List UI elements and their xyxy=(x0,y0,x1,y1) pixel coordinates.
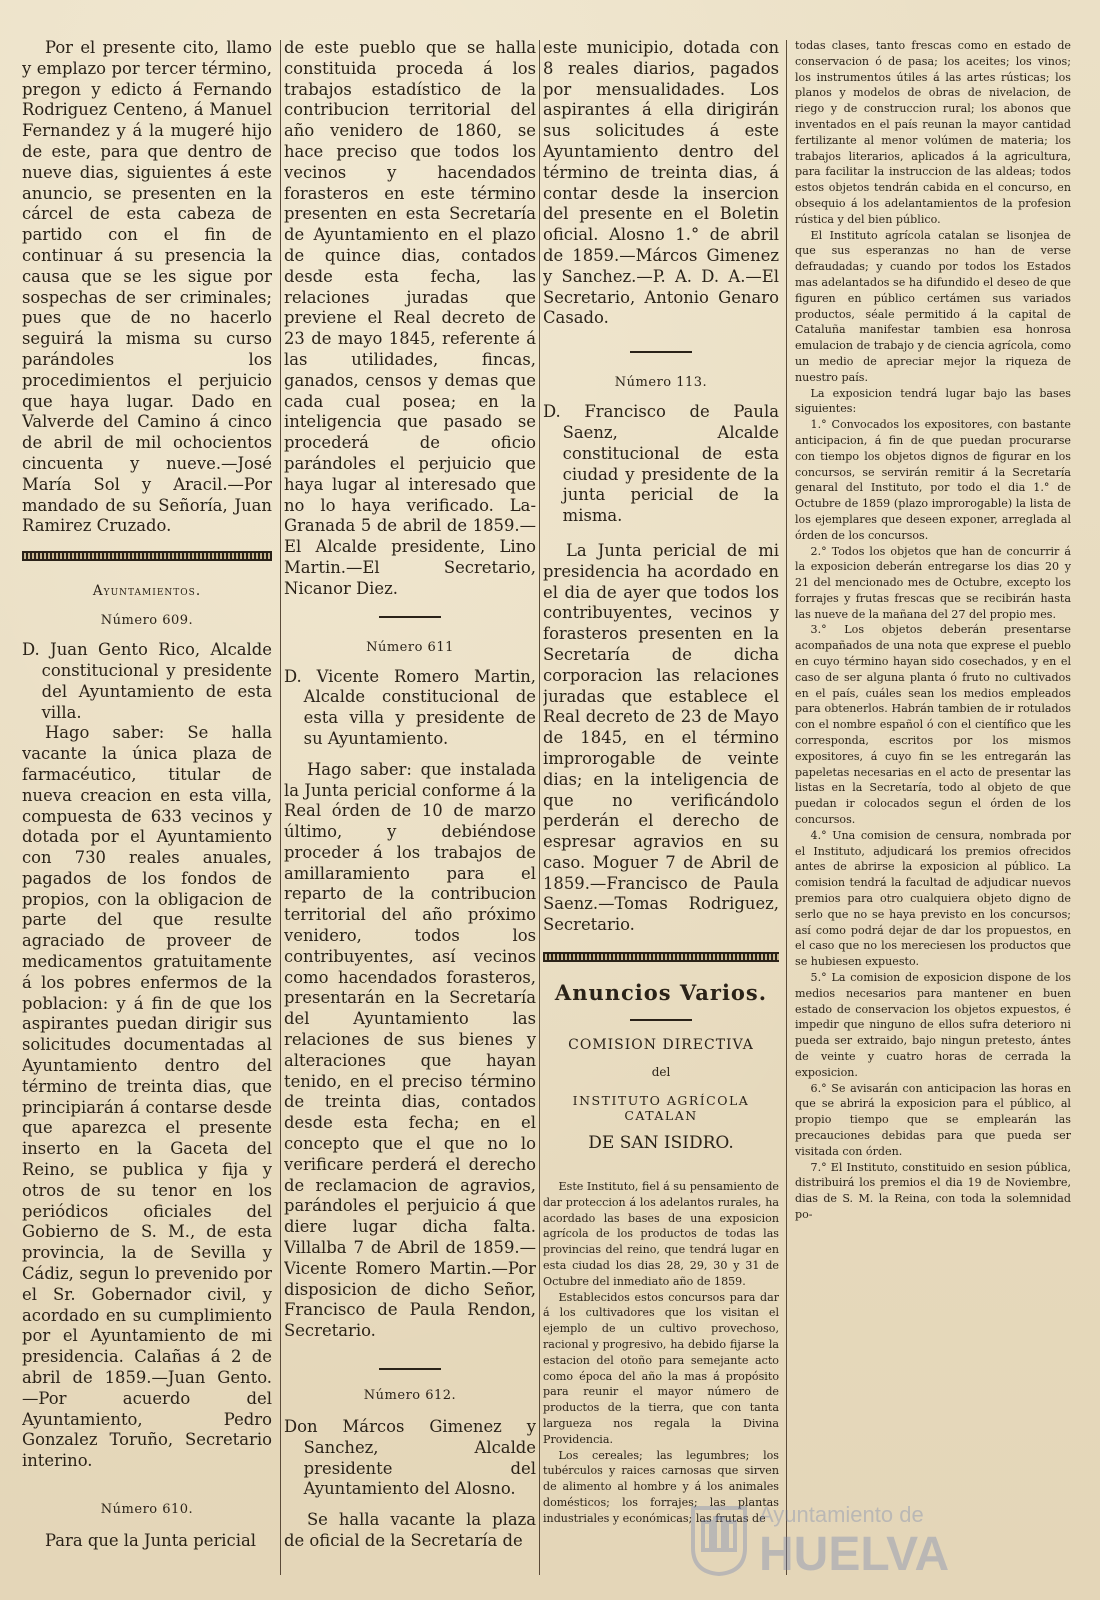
section-heading: Ayuntamientos. xyxy=(92,583,202,600)
notice-number: Número 113. xyxy=(614,375,708,391)
commission-title: COMISION DIRECTIVA xyxy=(568,1037,754,1054)
section-rule xyxy=(22,551,272,561)
base-item: 3.° Los objetos deberán presentarse acompañados de una nota que exprese el pueblo en cuyo término hayan sido cosechados, y en el caso de ser alguna planta ó fruto no cultivados en el país, cuáles sean los medios empleados para obtenerlos. Habrán tambien de ir rotulados con el nombre español ó con el científico que les corresponda, escritos por los mismos expositores, á cuyo fin se les entregarán las papeletas necesarias en el acto de presentar las listas en la Secretaría, todo al objeto de que puedan ir colocados segun el órden de los concursos. xyxy=(795,623,1071,827)
base-item: 1.° Convocados los expositores, con bastante anticipacion, á fin de que puedan procurarse con tiempo los objetos dignos de figurar en los concursos, se servirán remitir á la Secretaría genaral del Instituto, por todo el dia 1.° de Octubre de 1859 (plazo improrogable) la lista de los ejemplares que deseen exponer, arreglada al órden de los concursos. xyxy=(795,418,1071,542)
notice-body: La Junta pericial de mi presidencia ha acordado en el dia de ayer que todos los contribuyentes, vecinos y forasteros presenten en la Secretaría de dicha corporacion las relaciones juradas que establece el Real decreto de 23 de Mayo de 1845, en el término improrogable de veinte dias; en la inteligencia de que no verificándolo perderán el derecho de espresar agravios en su caso. Moguer 7 de Abril de 1859.—Francisco de Paula Saenz.—Tomas Rodriguez, Secretario. xyxy=(543,540,779,935)
notice-body: Se halla vacante la plaza de oficial de la Secretaría de xyxy=(284,1510,536,1550)
base-item: 7.° El Instituto, constituido en sesion pública, distribuirá los premios el dia 19 de Noviembre, dias de S. M. la Reina, con toda la solemnidad po- xyxy=(795,1160,1071,1221)
column-4 xyxy=(795,38,1071,1223)
announcement-paragraph: todas clases, tanto frescas como en estado de conservacion ó de pasa; los aceites; los vinos; los instrumentos útiles á las artes rústicas; los planos y modelos de obras de nivelacion, de riego y de construccion rural; los abonos que inventados en el país reunan la mayor cantidad fertilizante al menor volúmen de materia; los trabajos literarios, aplicados á la agricultura, para facilitar la instruccion de las aldeas; todos estos objetos tendrán cabida en el concurso, en obsequio á los adelantamientos de la profesion rústica y del bien público. xyxy=(795,39,1071,226)
base-item: 4.° Una comision de censura, nombrada por el Instituto, adjudicará los premios ofrecidos antes de abrirse la exposicion al público. La comision tendrá la facultad de adjudicar nuevos premios para otro cualquiera objeto digno de serlo que no se haya previsto en los concursos; así como podrá dejar de dar los propuestos, en el caso que no los mereciesen los productos que se hubiesen expuesto. xyxy=(795,828,1071,969)
notice-body: este municipio, dotada con 8 reales diarios, pagados por mensualidades. Los aspirantes á ella dirigirán sus solicitudes á este Ayuntamiento dentro del término de treinta dias, á contar desde la insercion del presente en el Boletin oficial. Alosno 1.° de abril de 1859.—Márcos Gimenez y Sanchez.—P. A. D. A.—El Secretario, Antonio Genaro Casado. xyxy=(543,38,779,328)
ayuntamiento-huelva-logo xyxy=(685,1488,1015,1578)
notice-intro: D. Juan Gento Rico, Alcalde constitucional y presidente del Ayuntamiento de esta villa. xyxy=(22,640,272,722)
announcement-paragraph: La exposicion tendrá lugar bajo las bases siguientes: xyxy=(795,386,1071,416)
column-rule xyxy=(786,40,787,1575)
edict-paragraph: Por el presente cito, llamo y emplazo por tercer término, pregon y edicto á Fernando Rodriguez Centeno, á Manuel Fernandez y á la mugeré hijo de este, para que dentro de nueve dias, siguientes á este anuncio, se presenten en la cárcel de esta cabeza de partido con el fin de continuar á su presencia la causa que se les sigue por sospechas de ser criminales; pues que de no hacerlo seguirá la misma su curso parándoles los procedimientos el perjuicio que haya lugar. Dado en Valverde del Camino á cinco de abril de mil ochocientos cincuenta y nueve.—José María Sol y Aracil.—Por mandado de su Señoría, Juan Ramirez Cruzado. xyxy=(22,38,272,536)
column-3 xyxy=(543,38,779,1527)
institute-name: INSTITUTO AGRÍCOLA CATALAN xyxy=(572,1093,750,1124)
notice-intro: D. Vicente Romero Martin, Alcalde constitucional de esta villa y presidente de su Ayuntamiento. xyxy=(284,666,536,748)
column-rule xyxy=(539,40,540,1575)
notice-body: Para que la Junta pericial xyxy=(44,1531,256,1550)
announcement-paragraph: Este Instituto, fiel á su pensamiento de dar proteccion á los adelantos rurales, ha acordado las bases de una exposicion agrícola de los productos de todas las provincias del reino, que tendrá lugar en esta ciudad los dias 28, 29, 30 y 31 de Octubre del inmediato año de 1859. xyxy=(543,1180,779,1288)
notice-number: Número 611 xyxy=(366,639,454,655)
base-item: 5.° La comision de exposicion dispone de los medios necesarios para mantener en buen estado de conservacion los objetos expuestos, é impedir que ninguno de ellos sufra deterioro ni pueda ser extraido, bajo ningun pretesto, ántes de veinte y cuatro horas de cerrada la exposicion. xyxy=(795,971,1071,1079)
commission-del: del xyxy=(651,1065,671,1080)
base-item: 6.° Se avisarán con anticipacion las horas en que se abrirá la exposicion para el público, al propio tiempo que se emplearán las precauciones debidas para que pueda ser visitada con órden. xyxy=(795,1081,1071,1158)
logo-text-line2: HUELVA xyxy=(759,1528,950,1578)
notice-number: Número 610. xyxy=(100,1502,194,1517)
column-2 xyxy=(284,38,536,1552)
notice-intro: Don Márcos Gimenez y Sanchez, Alcalde presidente del Ayuntamiento del Alosno. xyxy=(284,1417,536,1499)
notice-intro: D. Francisco de Paula Saenz, Alcalde constitucional de esta ciudad y presidente de la junta pericial de la misma. xyxy=(543,402,779,526)
base-item: 2.° Todos los objetos que han de concurrir á la exposicion deberán entregarse los dias 20 y 21 del mencionado mes de Octubre, excepto los forrajes y frutas frescas que se recibirán hasta las nueve de la mañana del 27 del propio mes. xyxy=(795,544,1071,621)
section-rule xyxy=(543,952,779,962)
institute-subtitle: DE SAN ISIDRO. xyxy=(588,1133,734,1154)
column-1 xyxy=(22,38,272,1552)
notice-number: Número 612. xyxy=(363,1388,457,1404)
column-rule xyxy=(280,40,281,1575)
section-heading: Anuncios Varios. xyxy=(554,980,768,1006)
logo-text-line1: Ayuntamiento de xyxy=(759,1502,924,1527)
announcement-paragraph: Establecidos estos concursos para dar á los cultivadores que los visitan el ejemplo de un cultivo provechoso, racional y progresivo, ha debido fijarse la estacion del otoño para semejante acto como época del año la mas á propósito para reunir el mayor número de productos de la tierra, que con tanta largueza nos regala la Divina Providencia. xyxy=(543,1290,779,1446)
announcement-paragraph: El Instituto agrícola catalan se lisonjea de que sus esperanzas no han de verse defraudadas; y cuando por todos los Estados mas adelantados se ha difundido el deseo de que figuren en público certámen sus variados productos, séale permitido á la capital de Cataluña manifestar tambien esa honrosa emulacion de trabajo y de ciencia agrícola, como un medio de apreciar mejor la riqueza de nuestro país. xyxy=(795,228,1071,384)
notice-body: Hago saber: que instalada la Junta pericial conforme á la Real órden de 10 de marzo último, y debiéndose proceder á los trabajos de amillaramiento para el reparto de la contribucion territorial del año próximo venidero, todos los contribuyentes, así vecinos como hacendados forasteros, presentarán en la Secretaría del Ayuntamiento las relaciones de sus bienes y alteraciones que hayan tenido, en el preciso término de treinta dias, contados desde esta fecha; en el concepto que el que no lo verificare perderá el derecho de reclamacion de agravios, parándoles el perjuicio á que diere lugar dicha falta. Villalba 7 de Abril de 1859.—Vicente Romero Martin.—Por disposicion de dicho Señor, Francisco de Paula Rendon, Secretario. xyxy=(284,759,536,1341)
notice-body: de este pueblo que se halla constituida proceda á los trabajos estadístico de la contribucion territorial del año venidero de 1860, se hace preciso que todos los vecinos y hacendados forasteros en este término presenten en esta Secretaría de Ayuntamiento en el plazo de quince dias, contados desde esta fecha, las relaciones juradas que previene el Real decreto de 23 de mayo 1845, referente á las utilidades, fincas, ganados, censos y demas que cada cual posea; en la inteligencia que pasado se procederá de oficio parándoles el perjuicio que haya lugar al interesado que no lo haya verificado. La-Granada 5 de abril de 1859.—El Alcalde presidente, Lino Martin.—El Secretario, Nicanor Diez. xyxy=(284,38,536,598)
notice-body: Hago saber: Se halla vacante la única plaza de farmacéutico, titular de nueva creacion en esta villa, compuesta de 633 vecinos y dotada por el Ayuntamiento con 730 reales anuales, pagados de los fondos de propios, con la obligacion de parte del que resulte agraciado de proveer de medicamentos gratuitamente á los pobres enfermos de la poblacion: y á fin de que los aspirantes puedan dirigir sus solicitudes documentadas al Ayuntamiento dentro del término de treinta dias, que principiarán á contarse desde que aparezca el presente inserto en la Gaceta del Reino, se publica y fija y otros de su tenor en los periódicos oficiales del Gobierno de S. M., de esta provincia, la de Sevilla y Cádiz, segun lo prevenido por el Sr. Gobernador civil, y acordado en su cumplimiento por el Ayuntamiento de mi presidencia. Calañas á 2 de abril de 1859.—Juan Gento. —Por acuerdo del Ayuntamiento, Pedro Gonzalez Toruño, Secretario interino. xyxy=(22,723,272,1471)
announcement-paragraph: Los cereales; las legumbres; los tubérculos y raices carnosas que sirven de alimento al hombre y á los animales domésticos; los forrajes; las plantas industriales y económicas; las frutas de xyxy=(543,1448,779,1525)
notice-number: Número 609. xyxy=(100,613,194,629)
